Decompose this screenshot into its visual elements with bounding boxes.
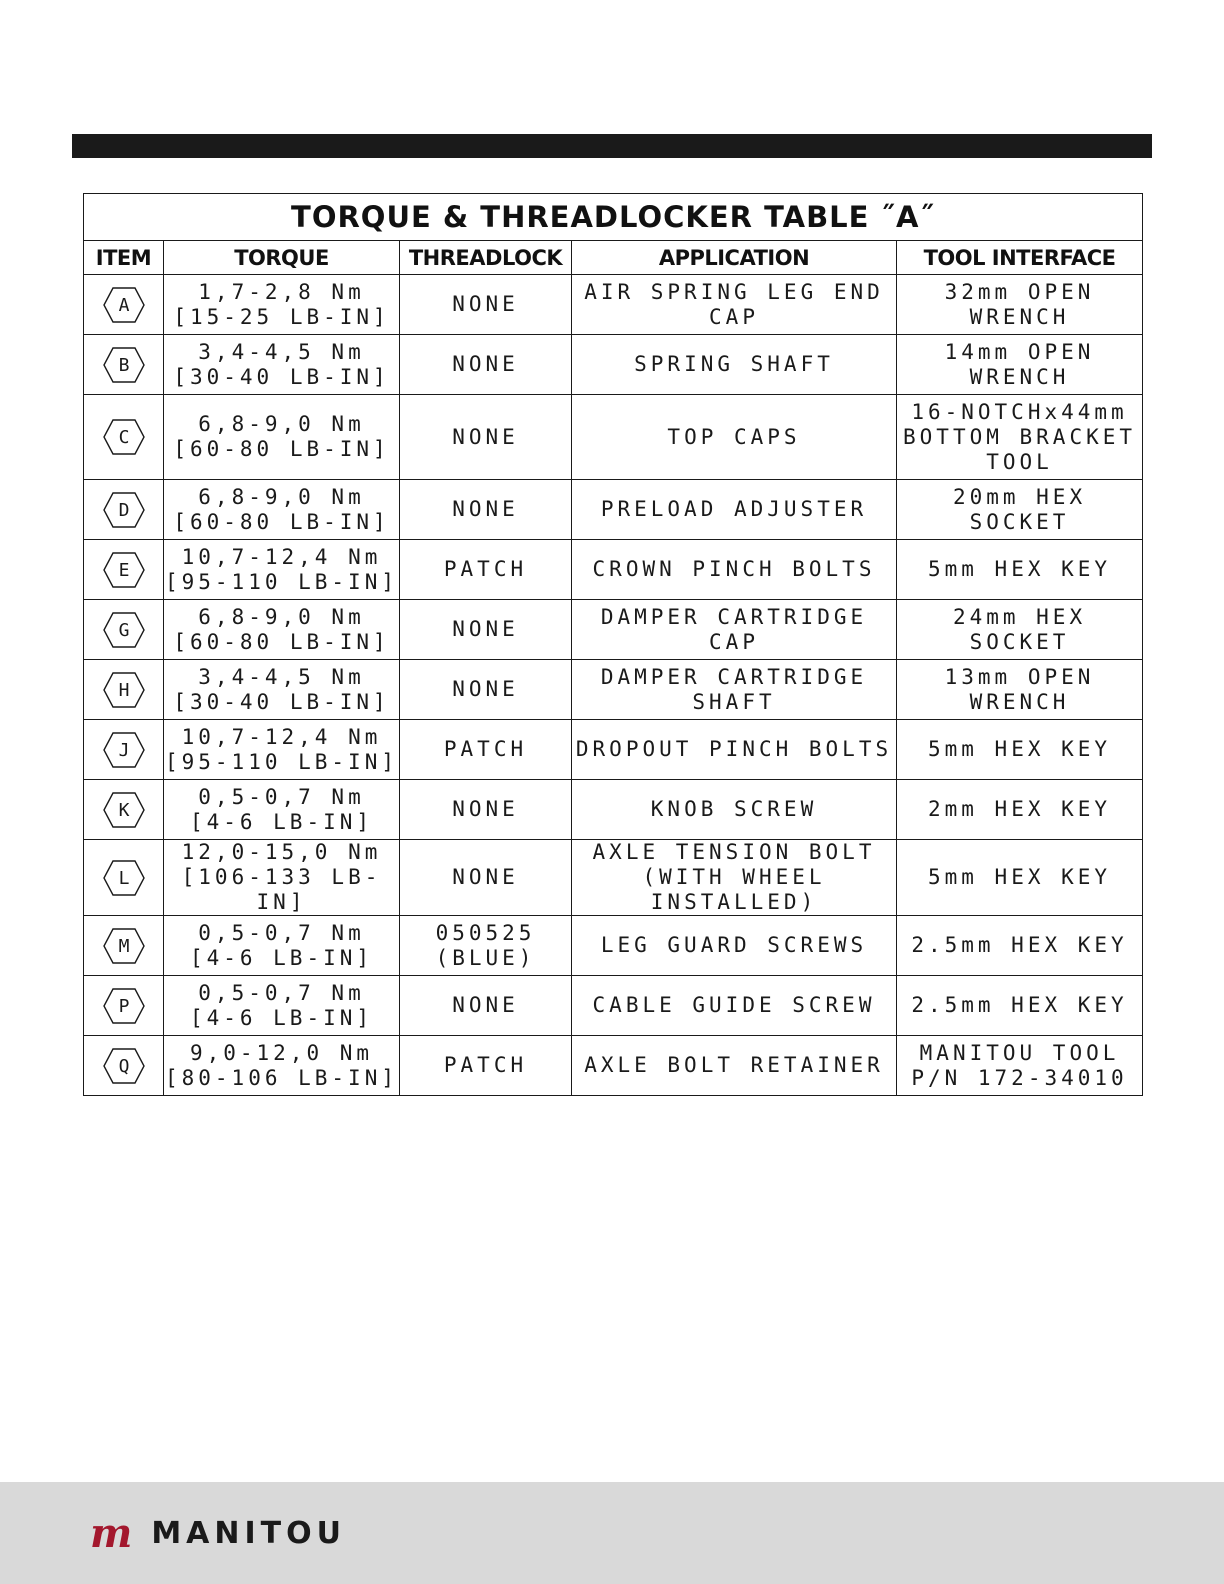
tool-interface-cell (897, 660, 1143, 720)
threadlock-cell (400, 976, 572, 1036)
item-hexagon-icon (102, 927, 146, 965)
tool-interface-cell (897, 976, 1143, 1036)
torque-cell-text: 3,4-4,5 Nm [30-40 LB-IN] (173, 664, 390, 714)
threadlock-cell-text: NONE (452, 993, 519, 1017)
threadlock-cell-text: NONE (452, 424, 519, 449)
tool-interface-cell (897, 840, 1143, 916)
torque-cell-text: 12,0-15,0 Nm [106-133 LB-IN] (181, 840, 382, 914)
item-letter: P (118, 995, 129, 1017)
torque-cell-text: 6,8-9,0 Nm [60-80 LB-IN] (173, 412, 390, 461)
item-cell (84, 720, 164, 780)
torque-cell (164, 540, 400, 600)
item-hexagon-icon (102, 987, 146, 1025)
threadlock-cell-text: NONE (452, 617, 519, 641)
application-cell-text: LEG GUARD SCREWS (600, 933, 868, 957)
application-cell-text: PRELOAD ADJUSTER (600, 497, 868, 521)
threadlock-cell (400, 395, 572, 480)
torque-cell-text: 0,5-0,7 Nm [4-6 LB-IN] (189, 784, 374, 834)
table-row (84, 976, 1143, 1036)
item-cell (84, 395, 164, 480)
application-cell-text: SPRING SHAFT (634, 352, 834, 376)
item-letter: M (118, 935, 129, 957)
tool-interface-cell (897, 916, 1143, 976)
torque-cell-text: 9,0-12,0 Nm [80-106 LB-IN] (164, 1040, 398, 1090)
torque-cell-text: 6,8-9,0 Nm [60-80 LB-IN] (173, 484, 390, 534)
torque-cell (164, 976, 400, 1036)
table-row (84, 780, 1143, 840)
item-hexagon-icon (102, 418, 146, 456)
tool-interface-cell (897, 540, 1143, 600)
application-cell-text: CROWN PINCH BOLTS (592, 557, 876, 581)
torque-cell-text: 0,5-0,7 Nm [4-6 LB-IN] (189, 920, 374, 970)
tool-interface-cell-text: 14mm OPEN WRENCH (944, 339, 1095, 389)
item-hexagon-icon (102, 731, 146, 769)
threadlock-cell (400, 540, 572, 600)
item-letter: J (118, 739, 129, 761)
table-row (84, 660, 1143, 720)
item-hexagon-icon (102, 346, 146, 384)
table-row (84, 600, 1143, 660)
tool-interface-cell-text: 5mm HEX KEY (927, 557, 1112, 581)
table-row (84, 395, 1143, 480)
table-row (84, 335, 1143, 395)
item-hexagon-icon (102, 791, 146, 829)
torque-cell (164, 275, 400, 335)
torque-cell-text: 6,8-9,0 Nm [60-80 LB-IN] (173, 604, 390, 654)
table-title: TORQUE & THREADLOCKER TABLE ˝A˝ (84, 194, 1143, 241)
item-letter: C (118, 427, 129, 448)
torque-cell (164, 395, 400, 480)
torque-cell (164, 916, 400, 976)
tool-interface-cell-text: 2.5mm HEX KEY (911, 933, 1128, 957)
item-cell (84, 335, 164, 395)
item-letter: L (118, 867, 129, 889)
item-hexagon-icon (102, 551, 146, 589)
threadlock-cell-text: PATCH (443, 1053, 528, 1077)
application-cell-text: KNOB SCREW (650, 797, 818, 821)
tool-interface-cell (897, 720, 1143, 780)
tool-interface-cell-text: 13mm OPEN WRENCH (944, 664, 1095, 714)
item-cell (84, 916, 164, 976)
tool-interface-cell (897, 335, 1143, 395)
threadlock-cell (400, 780, 572, 840)
threadlock-cell (400, 660, 572, 720)
torque-cell (164, 720, 400, 780)
torque-cell (164, 600, 400, 660)
threadlock-cell (400, 480, 572, 540)
application-cell (572, 335, 897, 395)
table-row (84, 916, 1143, 976)
table-row (84, 1036, 1143, 1096)
table-body (84, 275, 1143, 1096)
application-cell (572, 840, 897, 916)
torque-cell (164, 1036, 400, 1096)
table-row (84, 480, 1143, 540)
threadlock-cell (400, 1036, 572, 1096)
item-hexagon-icon (102, 286, 146, 324)
tool-interface-cell (897, 600, 1143, 660)
torque-threadlocker-table (83, 193, 1143, 1096)
item-hexagon-icon (102, 671, 146, 709)
item-hexagon-icon (102, 611, 146, 649)
threadlock-cell (400, 335, 572, 395)
item-cell (84, 840, 164, 916)
threadlock-cell-text: NONE (452, 865, 519, 889)
table-row (84, 275, 1143, 335)
item-letter: H (118, 679, 129, 701)
tool-interface-cell-text: 2mm HEX KEY (927, 797, 1112, 821)
tool-interface-cell-text: 24mm HEX SOCKET (952, 604, 1087, 654)
table-row (84, 720, 1143, 780)
item-cell (84, 660, 164, 720)
item-letter: B (118, 354, 129, 376)
application-cell (572, 916, 897, 976)
application-cell-text: DAMPER CARTRIDGE SHAFT (600, 664, 868, 714)
application-cell (572, 540, 897, 600)
table-row (84, 540, 1143, 600)
tool-interface-cell-text: 5mm HEX KEY (927, 865, 1112, 889)
threadlock-cell-text: NONE (452, 797, 519, 821)
table-row (84, 840, 1143, 916)
torque-cell (164, 480, 400, 540)
tool-interface-cell-text: 2.5mm HEX KEY (911, 993, 1128, 1017)
tool-interface-cell (897, 780, 1143, 840)
item-cell (84, 540, 164, 600)
threadlock-cell-text: NONE (452, 677, 519, 701)
torque-cell (164, 780, 400, 840)
tool-interface-cell (897, 1036, 1143, 1096)
column-header-tool-interface: TOOL INTERFACE (897, 241, 1143, 275)
column-header-item: ITEM (84, 241, 164, 275)
tool-interface-cell (897, 480, 1143, 540)
tool-interface-cell-text: 32mm OPEN WRENCH (944, 279, 1095, 329)
torque-cell (164, 840, 400, 916)
header-bar (72, 134, 1152, 158)
application-cell-text: AXLE BOLT RETAINER (584, 1053, 884, 1077)
application-cell (572, 720, 897, 780)
threadlock-cell-text: PATCH (443, 557, 528, 581)
application-cell (572, 1036, 897, 1096)
torque-cell-text: 10,7-12,4 Nm [95-110 LB-IN] (164, 544, 398, 594)
logo-wordmark: MANITOU (151, 1516, 346, 1551)
threadlock-cell-text: NONE (452, 292, 519, 316)
torque-cell-text: 1,7-2,8 Nm [15-25 LB-IN] (173, 279, 390, 329)
threadlock-cell (400, 600, 572, 660)
torque-cell-text: 0,5-0,7 Nm [4-6 LB-IN] (189, 980, 374, 1030)
item-hexagon-icon (102, 1047, 146, 1085)
application-cell (572, 780, 897, 840)
application-cell (572, 395, 897, 480)
threadlock-cell-text: 050525 (BLUE) (435, 920, 536, 970)
threadlock-cell-text: NONE (452, 497, 519, 521)
item-cell (84, 275, 164, 335)
threadlock-cell-text: NONE (452, 352, 519, 376)
tool-interface-cell-text: 16-NOTCHx44mm BOTTOM BRACKET TOOL (903, 399, 1137, 474)
threadlock-cell (400, 840, 572, 916)
manitou-logo (90, 1510, 346, 1557)
tool-interface-cell-text: 5mm HEX KEY (927, 737, 1112, 761)
threadlock-cell (400, 275, 572, 335)
column-header-application: APPLICATION (572, 241, 897, 275)
item-cell (84, 780, 164, 840)
torque-cell-text: 3,4-4,5 Nm [30-40 LB-IN] (173, 339, 390, 389)
item-letter: A (118, 294, 129, 316)
tool-interface-cell (897, 395, 1143, 480)
item-letter: E (118, 559, 129, 581)
item-letter: G (118, 619, 129, 641)
column-header-threadlock: THREADLOCK (400, 241, 572, 275)
application-cell-text: CABLE GUIDE SCREW (592, 993, 876, 1017)
item-cell (84, 480, 164, 540)
item-letter: Q (118, 1055, 129, 1077)
application-cell-text: AIR SPRING LEG END CAP (584, 279, 884, 329)
application-cell-text: TOP CAPS (667, 424, 801, 449)
tool-interface-cell-text: 20mm HEX SOCKET (952, 484, 1087, 534)
item-hexagon-icon (102, 859, 146, 897)
item-cell (84, 600, 164, 660)
item-hexagon-icon (102, 491, 146, 529)
application-cell (572, 660, 897, 720)
column-header-torque: TORQUE (164, 241, 400, 275)
item-letter: D (118, 499, 129, 521)
threadlock-cell (400, 720, 572, 780)
torque-cell (164, 335, 400, 395)
threadlock-cell-text: PATCH (443, 737, 528, 761)
application-cell (572, 976, 897, 1036)
application-cell-text: DROPOUT PINCH BOLTS (575, 737, 893, 761)
threadlock-cell (400, 916, 572, 976)
tool-interface-cell-text: MANITOU TOOL P/N 172-34010 (911, 1040, 1128, 1090)
application-cell (572, 275, 897, 335)
item-cell (84, 976, 164, 1036)
tool-interface-cell (897, 275, 1143, 335)
application-cell (572, 480, 897, 540)
torque-cell (164, 660, 400, 720)
logo-mark-icon: m (90, 1510, 130, 1557)
item-cell (84, 1036, 164, 1096)
item-letter: K (118, 799, 129, 821)
application-cell-text: AXLE TENSION BOLT (WITH WHEEL INSTALLED) (592, 840, 876, 914)
application-cell (572, 600, 897, 660)
torque-cell-text: 10,7-12,4 Nm [95-110 LB-IN] (164, 724, 398, 774)
application-cell-text: DAMPER CARTRIDGE CAP (600, 604, 868, 654)
